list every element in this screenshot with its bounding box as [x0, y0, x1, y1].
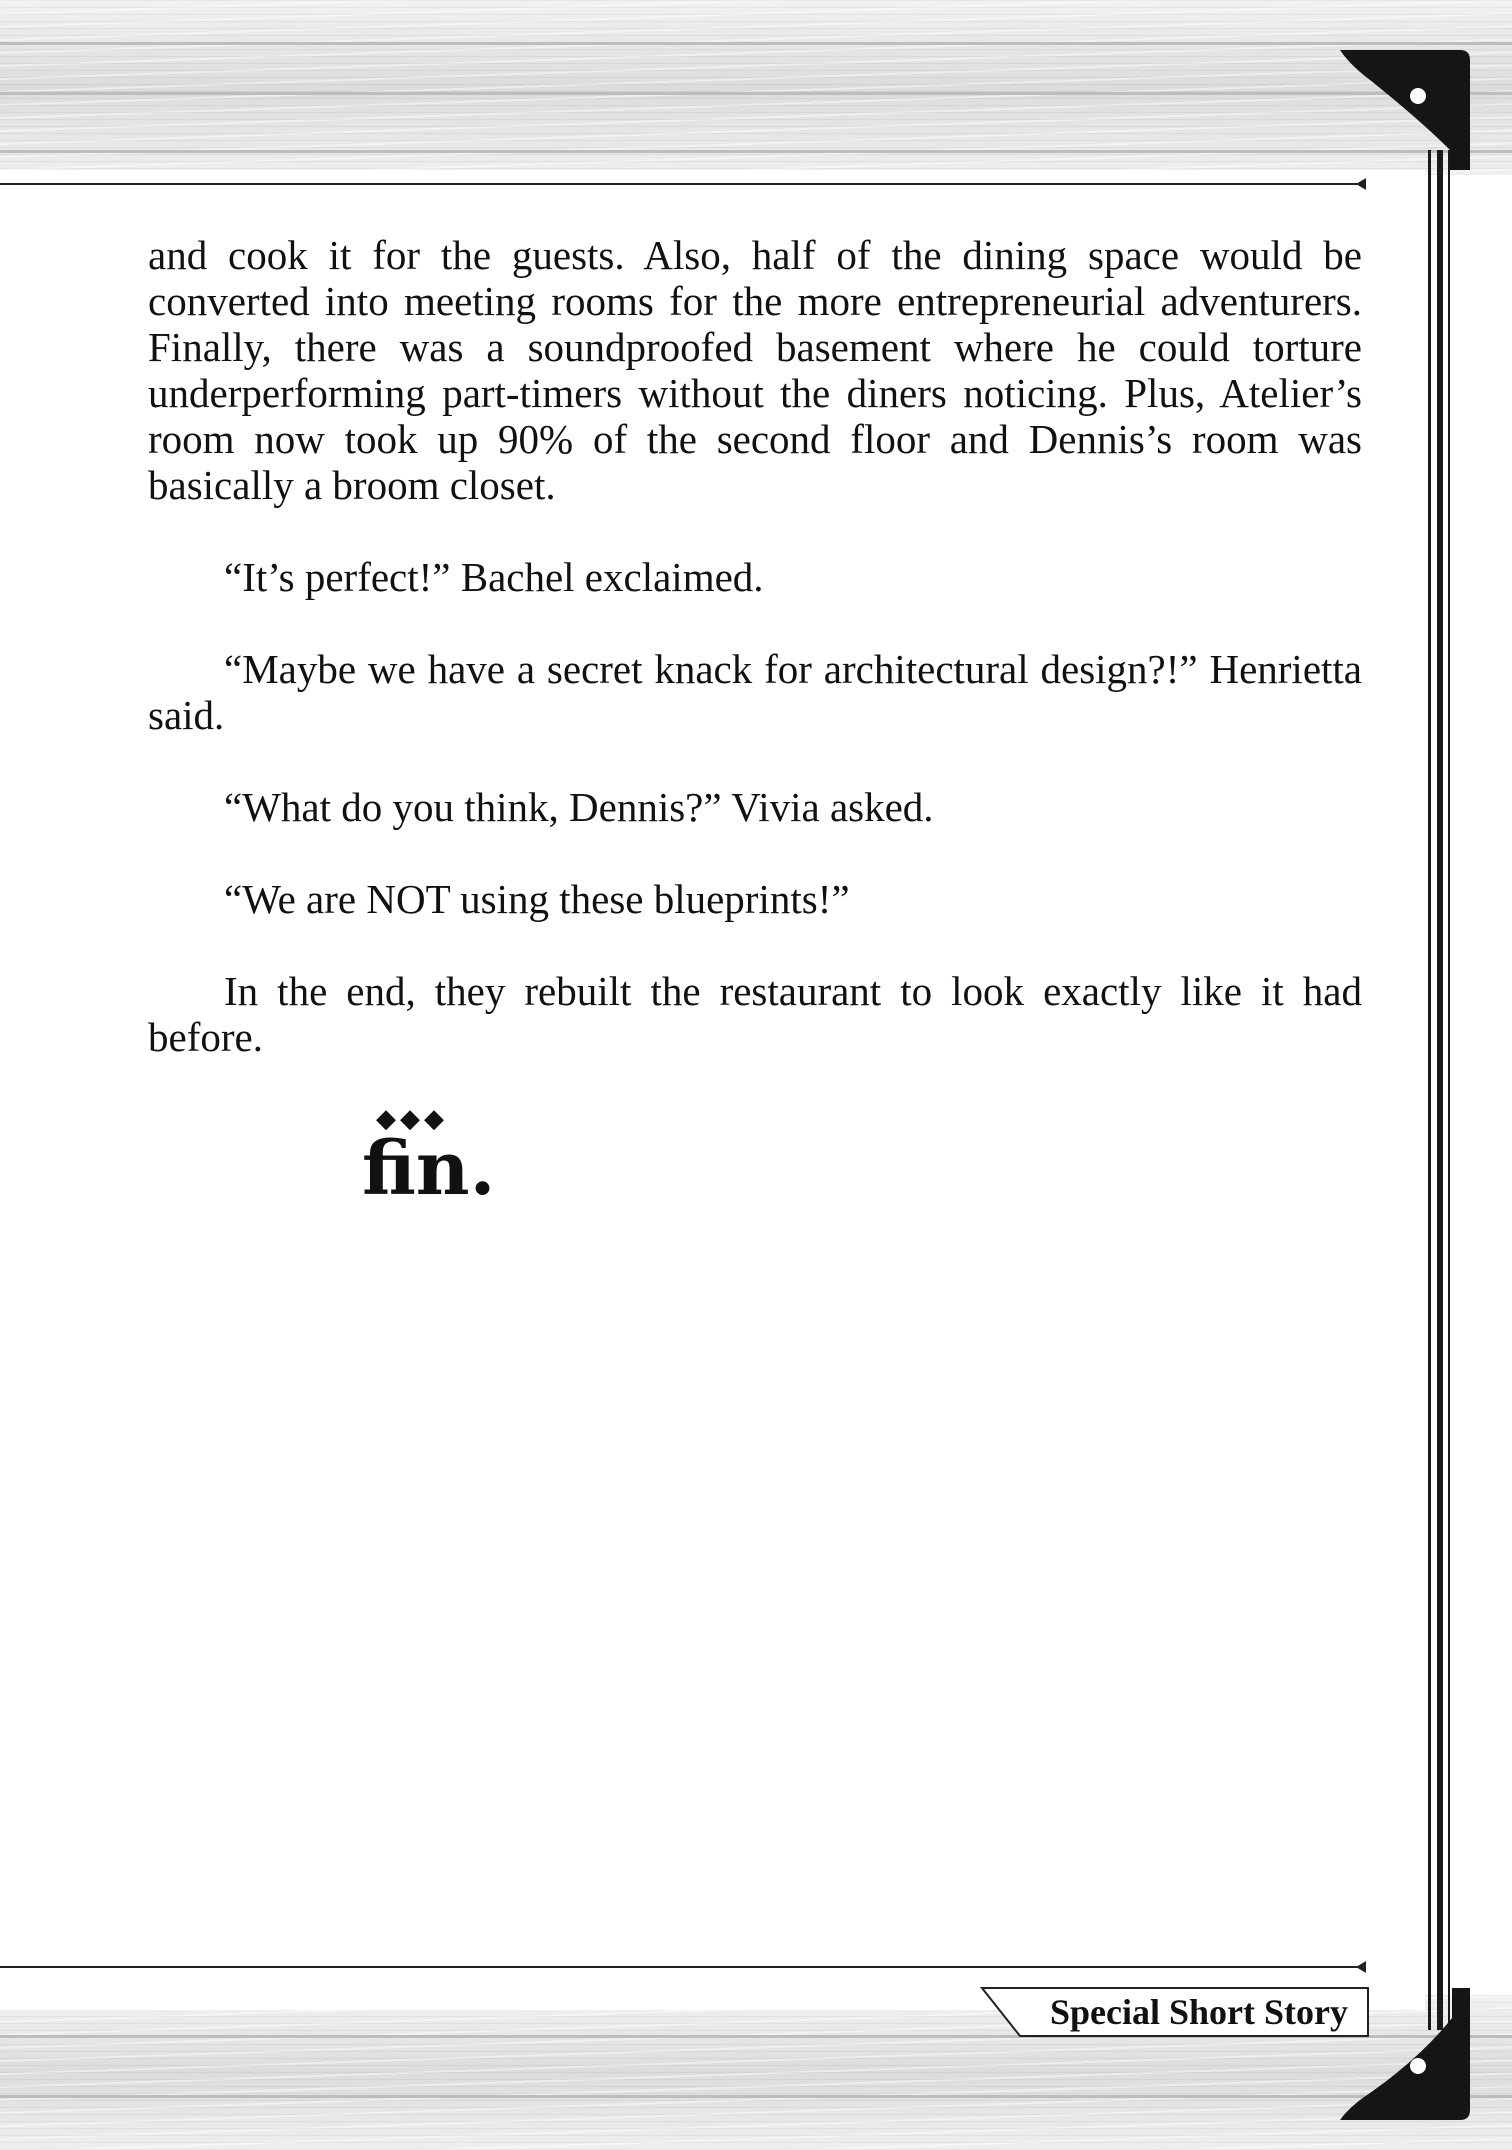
- story-paragraph: In the end, they rebuilt the restaurant to look exactly like it had before.: [148, 968, 1362, 1060]
- wood-header-band: [0, 0, 1512, 175]
- right-border-line: [1428, 150, 1431, 2030]
- top-rule: [0, 183, 1362, 185]
- story-paragraph: and cook it for the guests. Also, half of the dining space would be converted into meeting rooms for the more entrepreneurial adventurers. Finally, there was a soundproofed basement where he could torture underperforming part-timers without the diners noticing. Plus, Atelier’s room now took up 90% of the second floor and Dennis’s room was basically a broom closet.: [148, 232, 1362, 508]
- corner-ornament-icon: [1340, 40, 1480, 180]
- bottom-rule-arrow-icon: [1356, 1961, 1366, 1973]
- story-paragraph: “It’s perfect!” Bachel exclaimed.: [224, 554, 764, 600]
- story-paragraph: “Maybe we have a secret knack for architectural design?!” Henrietta said.: [148, 646, 1362, 738]
- story-paragraph: “What do you think, Dennis?” Vivia asked.: [224, 784, 934, 830]
- story-text: [148, 232, 1362, 1060]
- footer-label: Special Short Story: [1049, 1992, 1348, 2032]
- right-border-line: [1437, 150, 1443, 2030]
- right-border-line: [1448, 150, 1450, 2030]
- ending-mark: [362, 1104, 502, 1212]
- diamond-ornament-icon: ◆◆◆: [376, 1104, 448, 1133]
- story-paragraph: “We are NOT using these blueprints!”: [224, 876, 850, 922]
- fin-label: fin.: [362, 1126, 496, 1212]
- footer-tab: [980, 1986, 1370, 2038]
- bottom-rule: [0, 1966, 1362, 1968]
